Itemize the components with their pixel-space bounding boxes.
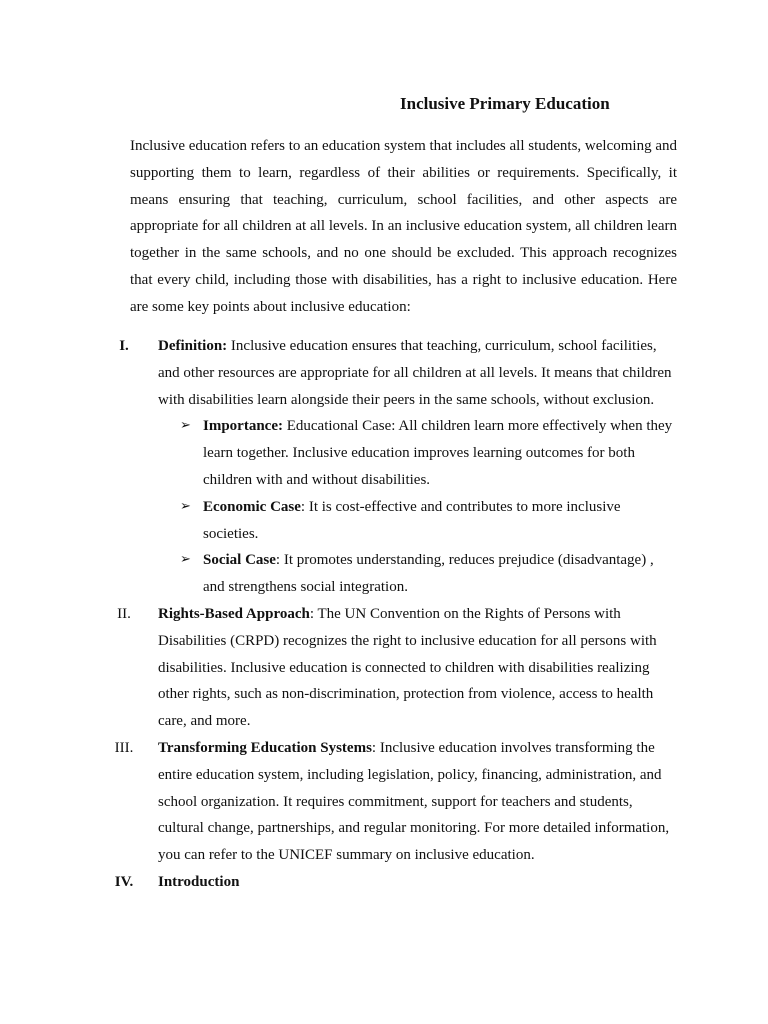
subitem-lead: Economic Case: [203, 498, 301, 515]
list-item-definition: [0, 333, 678, 601]
list-item-introduction: [0, 869, 678, 896]
roman-numeral: IV.: [114, 873, 134, 890]
subitem-text: Educational Case: All children learn more effectively when they learn together. Inclusive education improves learning outcomes for both children with and without disabilities.: [203, 418, 673, 488]
item-text: : The UN Convention on the Rights of Persons with Disabilities (CRPD) recognizes the right to inclusive education for all persons with disabilities. Inclusive education is connected to children with disabilities realizing other rights, such as non-discrimination, protection from violence, access to health care, and more.: [158, 605, 657, 730]
subitem-text: : It promotes understanding, reduces prejudice (disadvantage) , and strengthens social integration.: [203, 552, 654, 596]
roman-numeral: III.: [114, 739, 134, 756]
subitem-social-case: [158, 547, 678, 601]
roman-numeral: II.: [117, 605, 131, 622]
intro-paragraph: Inclusive education refers to an education system that includes all students, welcoming and supporting them to learn, regardless of their abilities or requirements. Specifically, it means ensuring that teaching, curriculum, school facilities, and other aspects are appropriate for all children at all levels. In an inclusive education system, all children learn together in the same schools, and no one should be excluded. This approach recognizes that every child, including those with disabilities, has a right to inclusive education. Here are some key points about inclusive education:: [130, 138, 677, 315]
item-lead: Rights-Based Approach: [158, 605, 310, 622]
arrow-bullet-icon: ➢: [180, 552, 191, 568]
item-text: Inclusive education ensures that teaching, curriculum, school facilities, and other resources are appropriate for all children at all levels. It means that children with disabilities learn alongside their peers in the same schools, without exclusion.: [158, 338, 672, 408]
list-item-transforming-education-systems: [0, 735, 678, 869]
list-item-rights-based-approach: [0, 601, 678, 735]
subitem-lead: Importance:: [203, 418, 283, 435]
arrow-bullet-icon: ➢: [180, 418, 191, 434]
subitem-text: : It is cost-effective and contributes to more inclusive societies.: [203, 498, 621, 542]
item-lead: Transforming Education Systems: [158, 739, 372, 756]
item-text: : Inclusive education involves transforming the entire education system, including legislation, policy, financing, administration, and school organization. It requires commitment, support for teachers and students, cultural change, partnerships, and regular monitoring. For more detailed information, you can refer to the UNICEF summary on inclusive education.: [158, 739, 670, 864]
roman-numeral: I.: [119, 338, 129, 354]
key-points-list: [0, 333, 768, 896]
subitem-importance: [158, 413, 678, 493]
item-lead: Definition:: [158, 338, 228, 354]
definition-sublist: [158, 413, 678, 601]
item-lead: Introduction: [158, 873, 240, 890]
subitem-economic-case: [158, 494, 678, 548]
arrow-bullet-icon: ➢: [180, 498, 191, 514]
subitem-lead: Social Case: [203, 552, 276, 569]
page-title: Inclusive Primary Education: [400, 94, 610, 113]
